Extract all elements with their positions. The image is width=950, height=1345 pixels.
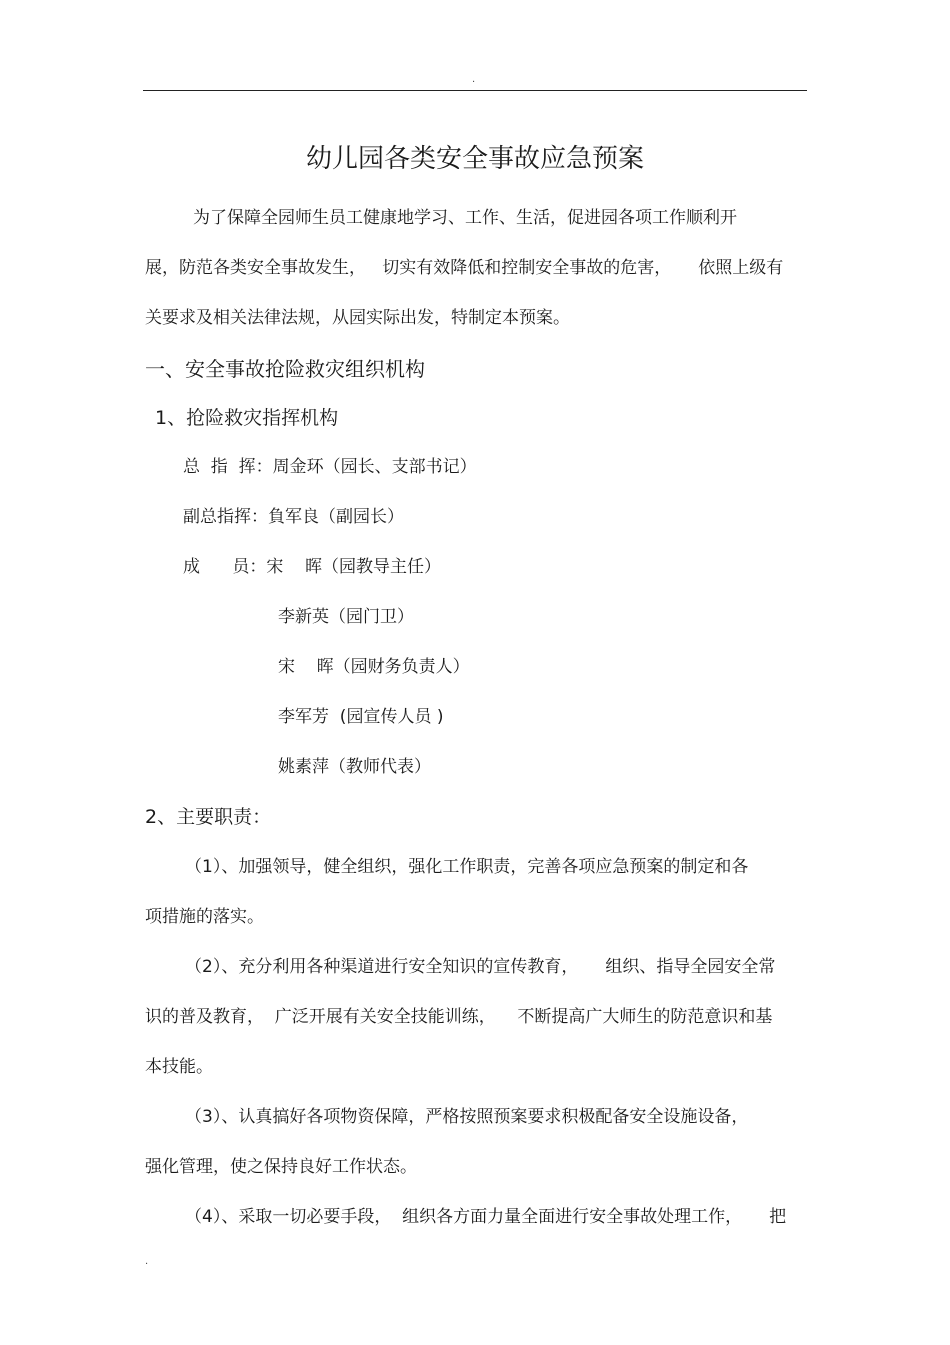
member-line: 宋 晖（园财务负责人）	[278, 657, 470, 677]
intro-line-1: 为了保障全园师生员工健康地学习、工作、生活，促进园各项工作顺利开	[193, 208, 737, 228]
deputy-commander-line: 副总指挥：負军良（副园长）	[183, 507, 404, 527]
duty-4-line-1: （4）、采取一切必要手段， 组织各方面力量全面进行安全事故处理工作， 把	[185, 1207, 787, 1227]
member-line: 李军芳 (园宣传人员 )	[278, 707, 444, 727]
document-title: 幼儿园各类安全事故应急预案	[305, 144, 644, 174]
intro-line-3: 关要求及相关法律法规，从园实际出发，特制定本预案。	[145, 308, 570, 328]
duty-2-line-2: 识的普及教育， 广泛开展有关安全技能训练， 不断提高广大师生的防范意识和基	[145, 1007, 773, 1027]
member-line: 姚素萍（教师代表）	[278, 757, 431, 777]
members-line-first: 成 员：宋 晖（园教导主任）	[183, 557, 442, 577]
member-line: 李新英（园门卫）	[278, 607, 414, 627]
commander-line: 总 指 挥：周金环（园长、支部书记）	[183, 457, 477, 477]
duty-1-line-1: （1）、加强领导，健全组织，强化工作职责，完善各项应急预案的制定和各	[185, 857, 749, 877]
subsection-heading-2: 2、主要职责：	[145, 806, 272, 828]
section-heading-1: 一、安全事故抢险救灾组织机构	[145, 357, 425, 381]
duty-3-line-1: （3）、认真搞好各项物资保障，严格按照预案要求积极配备安全设施设备，	[185, 1107, 749, 1127]
subsection-heading-1: 1、抢险救灾指挥机构	[155, 407, 339, 429]
duty-2-line-3: 本技能。	[145, 1057, 213, 1077]
duty-3-line-2: 强化管理，使之保持良好工作状态。	[145, 1157, 417, 1177]
intro-line-2: 展，防范各类安全事故发生， 切实有效降低和控制安全事故的危害， 依照上级有	[145, 258, 784, 278]
duty-2-line-1: （2）、充分利用各种渠道进行安全知识的宣传教育， 组织、指导全园安全常	[185, 957, 776, 977]
duty-1-line-2: 项措施的落实。	[145, 907, 264, 927]
header-mark: .	[472, 74, 476, 85]
footer-mark: .	[145, 1256, 149, 1267]
header-rule	[143, 90, 807, 91]
